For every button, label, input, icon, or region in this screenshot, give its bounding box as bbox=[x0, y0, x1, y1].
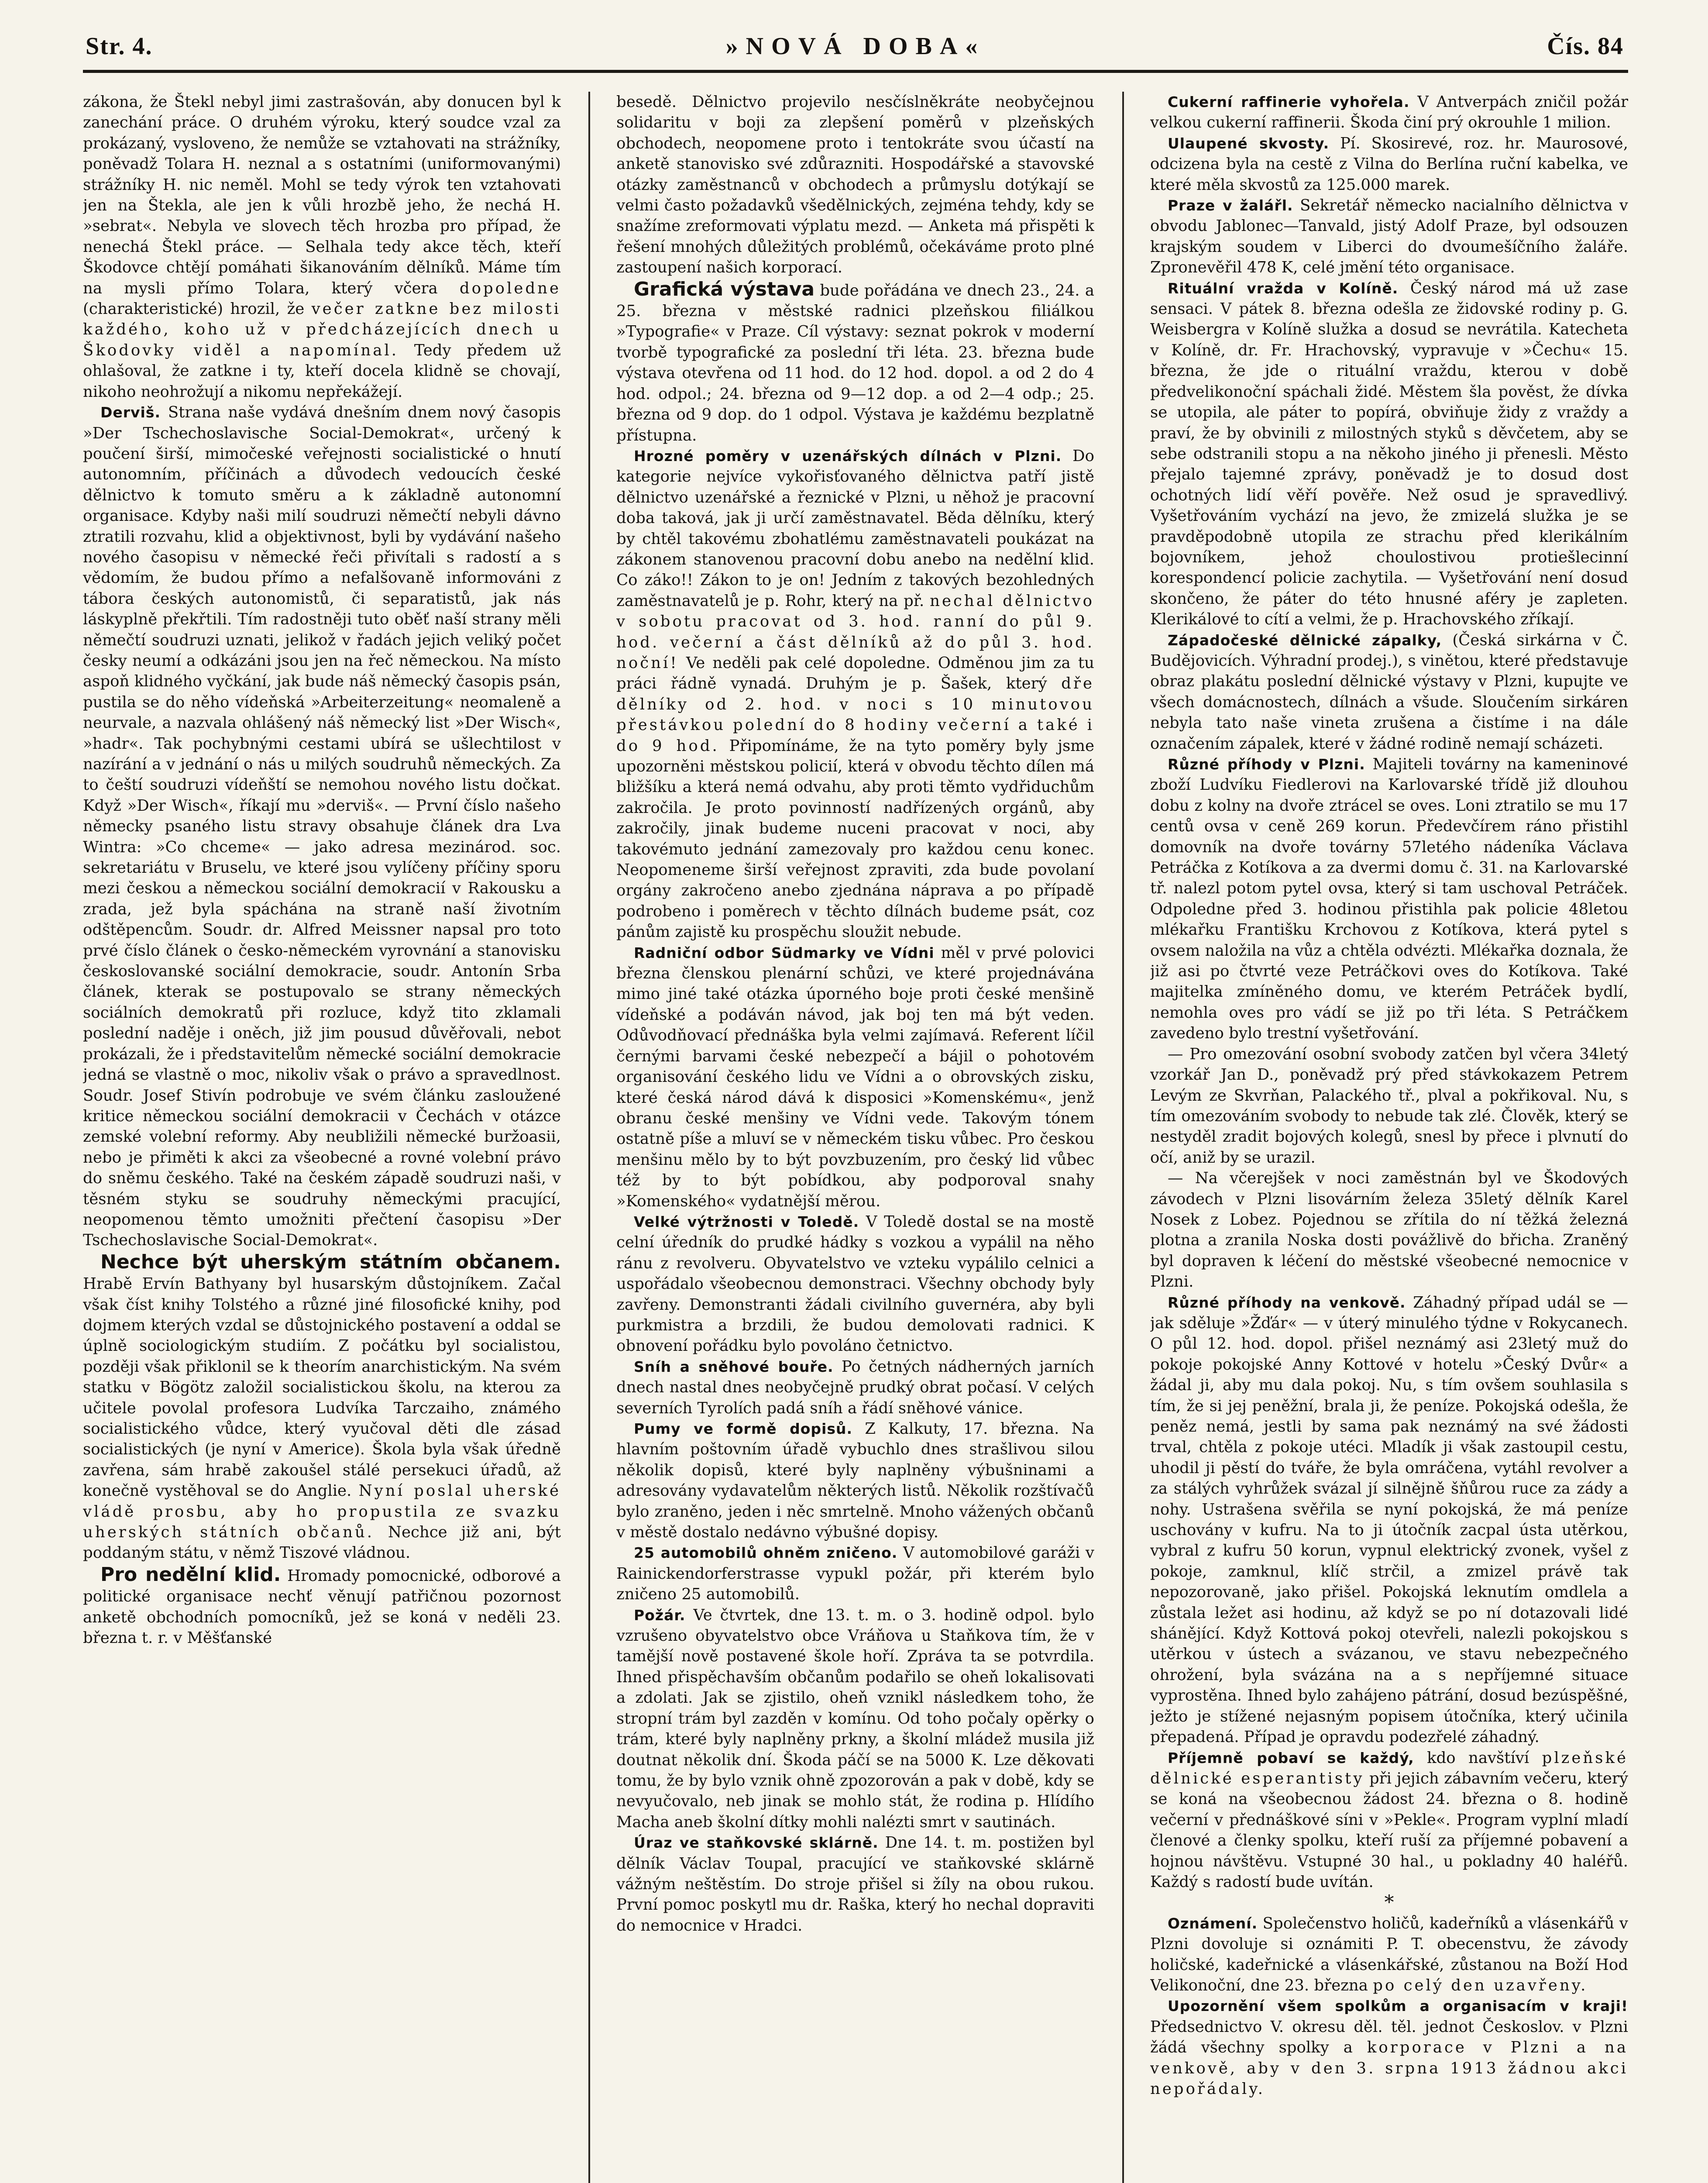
article-heading: Oznámení. bbox=[1168, 1914, 1258, 1932]
article-text: besedě. Dělnictvo projevilo nesčíslněkráte neobyčejnou solidaritu v boji za zlepšení poměrů v plzeňských obchodech, neopomene proto i tentokráte svou účastí na anketě stanovisko své zdůrazniti. Hospodářské a stavovské otázky zaměstnanců v obchodech a průmyslu dotýkají se velmi často požadavků všedělnických, zejména tehdy, kdy se snažíme zreformovati výplatu mezd. — Anketa má přispěti k řešení mnohých důležitých problémů, očekáváme proto plné zastoupení našich korporací. bbox=[616, 93, 1094, 277]
article-heading: 25 automobilů ohněm zničeno. bbox=[634, 1544, 898, 1562]
column-left bbox=[83, 92, 561, 2183]
article-text: Do kategorie nejvíce vykořisťovaného dělnictva patří jistě dělnictvo uzenářské a řeznické v Plzni, u něhož je pracovní doba taková, jak ji určí zaměstnavatel. Běda dělníku, který by chtěl takovému zbohatlému zaměstnavateli poukázat na zákonem stanovenou pracovní dobu anebo na nedělní klid. Co záko!! Zákon to je on! Jedním z takových bezohledných zaměstnavatelů je p. Rohr, který na př. bbox=[616, 447, 1094, 610]
article-heading: Grafická výstava bbox=[634, 278, 815, 300]
article-paragraph bbox=[1150, 278, 1628, 630]
spaced-text: dře dělníky od 2. hod. v noci s 10 minutovou přestávkou polední do 8 hodiny večerní a také i do 9 hod. bbox=[616, 675, 1094, 755]
newspaper-page bbox=[83, 26, 1628, 2183]
article-heading: Požár. bbox=[634, 1606, 686, 1624]
article-heading: Praze v žalářl. bbox=[1168, 197, 1293, 214]
article-heading: Ulaupené skvosty. bbox=[1168, 134, 1330, 152]
article-paragraph bbox=[616, 1212, 1094, 1357]
masthead: »NOVÁ DOBA« bbox=[725, 33, 986, 60]
column-divider bbox=[1122, 92, 1124, 2183]
article-heading: Pro nedělní klid. bbox=[100, 1563, 281, 1586]
spaced-text: nechal dělnictvo v sobotu pracovat od 3. hod. ranní do půl 9. hod. večerní a část dělníků až do půl 3. hod. noční! bbox=[616, 592, 1094, 672]
article-paragraph bbox=[1150, 1996, 1628, 2099]
spaced-text: dopoledne bbox=[459, 279, 561, 297]
spaced-text: Nyní poslal uherské vládě prosbu, aby ho propustila ze svazku uherských státních občanů. bbox=[83, 1482, 561, 1542]
article-text: Nechce již ani, být poddaným státu, v němž Tiszové vládnou. bbox=[83, 1523, 561, 1562]
article-paragraph bbox=[83, 92, 561, 402]
article-text: kdo navštíví bbox=[1427, 1749, 1529, 1767]
article-text: Majiteli továrny na kameninové zboží Ludvíku Fiedlerovi na Karlovarské třídě již dlouhou dobu z kolny na dvoře ztrácel se oves. Loni ztratilo se mu 17 centů ovsa v ceně 269 korun. Předevčírem ráno přistihl domovník na dvoře továrny 57letého nádeníka Václava Petráčka z Kotíkova a za dvermi domu č. 31. na Karlovarské tř. nalezl potom pytel ovsa, který si tam uschoval Petráček. Odpoledne před 3. hodinou přistihla pak policie 48letou mlékařku Františku Krchovou z Kotíkova, která pytel s ovsem naložila na vůz a chtěla odvézti. Mlékařka doznala, že již asi po čtvrté veze Petráčkovi oves do Kotíkova. Také majitelka zmíněného domu, ve kterém Petráček bydlí, nemohla oves pro vádí se již po tři léta. S Petráčkem zavedeno bylo trestní vyšetřování. bbox=[1150, 755, 1628, 1043]
article-text: Záhadný případ udál se — jak sděluje »Žďár« — v úterý minulého týdne v Rokycanech. O půl 12. hod. dopol. přišel neznámý asi 23letý muž do pokoje pokojské Anny Kottové v hotelu »Český Dvůr« a žádal ji, aby mu dala pokoj. Nu, s tím ovšem souhlasila s tím, že si jej peněžní, brala ji, že peníze. Pokojská odešla, že peněz nemá, jestli by sama pak neznámý na své žádosti trval, chtěla z pokoje utéci. Mladík ji však zastoupil cestu, uhodil ji pěstí do tváře, že byla omráčena, vytáhl revolver a za stálých vyhrůžek svázal jí silnějně šňůrou ruce za zády a nohy. Ustrašena svěřila se nyní pokojská, že má peníze uschovány v kufru. Na to ji útočník zacpal ústa utěrkou, vybral z kufru 50 korun, vypnul elektrický zvonek, vyšel z pokoje, zamknul, klíč strčil, a zmizel právě tak nepozorovaně, jako přišel. Pokojská leknutím omdlela a zůstala ležet asi hodinu, až když se po ní dotazovali lidé shánějící. Když Kottová pokoj otevřeli, nalezli pokojskou s utěrkou v ústech a svázanou, ve stavu nebezpečného ohrožení, byla svázána na a s nepříjemné situace vyprostěna. Ihned bylo zahájeno pátrání, dosud bezúspěšné, ježto je stížené nejasným popisem útočníka, který učinila přepadená. Případ je opravdu podezřelé záhadný. bbox=[1150, 1293, 1628, 1746]
article-text: Po četných nádherných jarních dnech nastal dnes neobyčejně prudký obrat počasí. V celých severních Tyrolích padá sníh a řádí sněhové vánice. bbox=[616, 1357, 1094, 1417]
article-text: Pí. Skosirevé, roz. hr. Maurosové, odcizena byla na cestě z Vilna do Berlína ruční kabelka, ve které měla skvostů za 125.000 marek. bbox=[1150, 134, 1628, 194]
article-heading: Hrozné poměry v uzenářských dílnách v Plzni. bbox=[634, 447, 1062, 465]
article-text: Předsednictvo V. okresu děl. těl. jednot Českoslov. v Plzni žádá všechny spolky a bbox=[1150, 2018, 1628, 2057]
article-text: (Česká sirkárna v Č. Budějovicích. Výhradní prodej.), s vinětou, které představuje obraz plakátu poslední dělnické výstavy v Plzni, kupujte ve všech domácnostech, dílnách a všude. Sloučením sirkáren nebyla tato naše vineta zrušena a čistíme i na dále označením zápalek, které v žádné rodině nemají scházeti. bbox=[1150, 631, 1628, 753]
article-paragraph bbox=[1150, 1292, 1628, 1748]
page-header bbox=[83, 26, 1628, 73]
article-heading: Sníh a sněhové bouře. bbox=[634, 1358, 834, 1375]
article-paragraph bbox=[616, 1357, 1094, 1419]
article-text: bude pořádána ve dnech 23., 24. a 25. března v městské radnici plzeňskou filiálkou »Typografie« v Praze. Cíl výstavy: seznat pokrok v moderní tvorbě typografické za poslední tři léta. 23. března bude výstava otevřena od 11 hod. do 12 hod. dopol. a od 2 do 4 hod. odpol.; 24. března od 9—12 dop. a od 2—4 odp.; 25. března od 9 dop. do 1 odpol. Výstava je každému bezplatně přístupna. bbox=[616, 281, 1094, 444]
article-text: Český národ má už zase sensaci. V pátek 8. března odešla ze židovské rodiny p. G. Weisbergra v Kolíně služka a dosud se nevrátila. Katecheta v Kolíně, dr. Fr. Hrachovský, vypravuje v »Čechu« 15. března, že jde o rituální vraždu, kterou v době předvelikonoční spáchali židé. Městem šla pověst, že dívka se utopila, ale páter to popírá, obviňuje židy z vraždy a praví, že by obvinili z milostných styků s děvčetem, aby se sebe odstranili stopu a na někoho jiného ji přenesli. Město přejalo tajemné zprávy, poněvadž je to dosud dost ochotných lidí věří pověře. Než osud je spravedlivý. Vyšetřováním vychází na jevo, že zmizelá služka je se pravděpodobně utopila ze strachu před klerikálním bojovníkem, jehož choulostivou protiešlecinní korespondencí policie zachytila. — Vyšetřování není dosud skončeno, že páter do této hnusné aféry je zapleten. Klerikálové to cítí a velmi, že p. Hrachovského zříkají. bbox=[1150, 279, 1628, 629]
article-text: zákona, že Štekl nebyl jimi zastrašován, aby donucen byl k zanechání práce. O druhém výroku, který soudce vzal za prokázaný, vysloveno, že nemůže se vztahovati na strážníky, poněvadž Tolara H. neznal a s ostatními (uniformovanými) strážníky H. nic neměl. Mohl se tedy výrok ten vztahovati jen na Štekla, ale jen k vůli hrozbě jeho, že nechá H. »sebrat«. Nebyla ve slovech těch hrozba pro případ, že nenechá Štekl práce. — Selhala tedy akce těch, kteří Škodovce chtějí pomáhati šikanováním dělníků. Máme tím na mysli přímo Tolara, který včera bbox=[83, 93, 561, 297]
article-text: Ve čtvrtek, dne 13. t. m. o 3. hodině odpol. bylo vzrušeno obyvatelstvo obce Vráňova u Staňkova tím, že v tamější nově postavené škole hoří. Zpráva ta se potvrdila. Ihned přispěchavším občanům podařilo se oheň lokalisovati a zdolati. Jak se zjistilo, oheň vznikl následkem toho, že stropní trám byl zazděn v komínu. Od toho počaly opěrky o trám, které byly naplněny prkny, a školní mládež musila již doutnat několik dní. Škoda páčí se na 5000 K. Lze děkovati tomu, že by bylo vznik ohně zpozorován a pak v době, kdy se nevyučovalo, neb jinak se mohlo stát, že rodina p. Hlídího Macha aneb školní dítky mohli nalézti smrt v sautinách. bbox=[616, 1606, 1094, 1831]
article-heading: Pumy ve formě dopisů. bbox=[634, 1420, 853, 1437]
article-heading: Nechce být uherským státním občanem. bbox=[100, 1250, 561, 1273]
article-text: — Na včerejšek v noci zaměstnán byl ve Škodových závodech v Plzni lisovárním železa 35letý dělník Karel Nosek z Lobez. Pojednou se zřítila do ní těžká železná plotna a zranila Noska dosti povážlivě do břicha. Zraněný byl dopraven k léčení do městské všeobecné nemocnice v Plzni. bbox=[1150, 1169, 1628, 1291]
article-text: Připomínáme, že na tyto poměry byly jsme upozorněni městskou policií, která v obvodu těchto dílen má bližšíku a která nemá odvahu, aby proti těmto vydřiduchům zakročila. Je proto povinností nadřízených orgánů, aby zakročily, jinak budeme nuceni pracovat v noci, aby takovémuto jednání zamezovaly pro každou cenu konec. Neopomeneme širší veřejnost zpraviti, zda bude povolaní orgány zakročeno anebo zjednána náprava a po případě podrobeno i poměrech v těchto dílnách budeme psát, coz pánům zajistě ku prospěchu sloužit nebude. bbox=[616, 737, 1094, 941]
spaced-text: korporace v Plzni a na venkově, aby v den 3. srpna 1913 žádnou akci nepořádaly. bbox=[1150, 2038, 1628, 2098]
article-paragraph bbox=[616, 1832, 1094, 1936]
article-paragraph bbox=[83, 1563, 561, 1649]
section-separator: * bbox=[1384, 1891, 1394, 1914]
article-text: Společenstvo holičů, kadeřníků a vlásenkářů v Plzni dovoluje si oznámiti P. T. obecenstvu, že závody holičské, kadeřnické a vlásenkářské, zůstanou na Boží Hod Velikonoční, dne 23. března bbox=[1150, 1914, 1628, 1994]
article-paragraph bbox=[616, 446, 1094, 943]
article-text: (charakteristické) hrozil, že bbox=[83, 300, 305, 318]
spaced-text: večer zatkne bez milosti každého, koho už v předcházejících dnech u Škodovky viděl a napomínal. bbox=[83, 300, 561, 359]
article-text: V automobilové garáži v Rainickendorferstrasse vypukl požár, při kterém bylo zničeno 25 automobilů. bbox=[616, 1544, 1094, 1604]
article-text: Hrabě Ervín Bathyany byl husarským důstojníkem. Začal však číst knihy Tolstého a různé jiné filosofické knihy, pod dojmem kterých vzdal se důstojnického postavení a oddal se úplně sociologickým studiím. Z počátku byl socialistou, později však přiklonil se k theorím anarchistickým. Na svém statku v Bögötz založil socialistickou školu, na kterou za učitele povolal profesora Ludvíka Tarczaiho, známého socialistického vůdce, který vyučoval děti dle zásad socialistických (je nyní v Americe). Škola byla však úředně zavřena, sám hrabě zakoušel stálé persekuci úřadů, až konečně vystěhoval se do Anglie. bbox=[83, 1275, 561, 1500]
spaced-text: plzeňské dělnické esperantisty bbox=[1150, 1749, 1628, 1787]
article-heading: Upozornění všem spolkům a organisacím v kraji! bbox=[1168, 1997, 1628, 2015]
article-heading: Různé příhody v Plzni. bbox=[1168, 756, 1365, 773]
article-text: při jejich zábavním večeru, který se koná na všeobecnou žádost 24. března o 8. hodině večerní v přednáškové síni v »Pekle«. Program vyplní mladí členové a členky spolku, kteří ruší za příjemné pobavení a hojnou návštěvu. Vstupné 30 hal., u pokladny 40 haléřů. Každý s radostí bude uvítán. bbox=[1150, 1769, 1628, 1891]
article-heading: Západočeské dělnické zápalky, bbox=[1168, 631, 1442, 649]
article-paragraph bbox=[616, 92, 1094, 278]
article-text: měl v prvé polovici března členskou plenární schůzi, ve které projednávána mimo jiné také otázka úporného boje proti české menšině vídeňské a podáván návod, jak boj ten má být veden. Odůvodňovací přednáška byla velmi zajímavá. Referent líčil černými barvami české nebezpečí a bájil o pohotovém organisování českého lidu ve Vídni a o obrovských zisku, které česká národ dává k disposici »Komenskému«, jenž obranu české menšiny ve Vídni vede. Takovým tónem ostatně píše a mluví se v německém tisku vůbec. Pro českou menšinu mělo by to být povzbuzením, pro český lid vůbec též by to být pobídkou, aby podporoval snahy »Komenského« vydatnější měrou. bbox=[616, 943, 1094, 1210]
article-heading: Různé příhody na venkově. bbox=[1168, 1294, 1406, 1311]
article-paragraph bbox=[1150, 1168, 1628, 1292]
article-text: Z Kalkuty, 17. března. Na hlavním poštovním úřadě vybuchlo dnes strašlivou silou několik dopisů, které byly naplněny výbušninami a adresovány vydavatelům některých listů. Několik rozštívačů bylo zraněno, jeden i něc smrtelně. Mnoho vážených občanů v městě dostalo nedávno výbušné dopisy. bbox=[616, 1420, 1094, 1542]
article-heading: Úraz ve staňkovské sklárně. bbox=[634, 1834, 879, 1852]
article-paragraph bbox=[83, 1251, 561, 1563]
article-paragraph bbox=[616, 278, 1094, 446]
article-text: Strana naše vydává dnešním dnem nový časopis »Der Tschechoslavische Social-Demokrat«, určený k poučení širší, mimočeské veřejnosti socialistické o hnutí autonomním, příčinách a důvodech vedoucích české dělnictvo k tomuto směru a k základně autonomní organisace. Kdyby naši milí soudruzi němečtí nebyli dávno ztratili rozvahu, klid a objektivnost, byli by vydávání našeho nového časopisu v německé řeči přivítali s radostí a s vědomím, že budou přímo a nefalšovaně informováni z tábora českých autonomistů, či separatistů, jak nás láskyplně překřtili. Tím radostněji tuto oběť naší strany měli němečtí soudruzi uznati, jelikož v řadách jejich veliký počet česky neumí a odkázáni jsou jen na řeč německou. Na místo aspoň klidného vyčkání, jak bude náš německý časopis psán, pustila se do něho vídeňská »Arbeiterzeitung« neomaleně a neurvale, a nazvala ohlášený náš německý list »Der Wisch«, »hadr«. Tak pochybnými cestami ubírá se ušlechtilost v nazírání a v jednání o nás u milých soudruhů německých. Za to čeští soudruzi vídeňští se nemohou nového listu dočkat. Když »Der Wisch«, říkají mu »derviš«. — První číslo našeho německy psaného listu stravy obsahuje článek dra Lva Wintra: »Co chceme« — jako adresa mezinárod. soc. sekretariátu v Bruselu, ve které jsou vylíčeny příčiny sporu mezi českou a německou sociální demokracií v Rakousku a zrada, jež byla spáchána na straně naší životním odštěpencům. Soudr. dr. Alfred Meissner napsal pro toto prvé číslo článek o česko-německém vyrovnání a stanovisku českoslovanské sociální demokracie, soudr. Antonín Srba článek, kterak se postupovalo se strany německých sociálních demokratů při rozluce, když tito zklamali poslední naděje i oněch, již jim pousud důvěřovali, nebot prokázali, že i představitelům německé sociální demokracie jedná se vlastně o moc, nikoliv však o právo a spravedlnost. Soudr. Josef Stivín podrobuje ve svém článku zasloužené kritice německou sociální demokracii v Čechách v otázce zemské volební reformy. Aby neubližili německé buržoasii, nebo je přiměti k akci za všeobecné a rovné volební právo do sněmu českého. Také na českém západě soudruzi naši, v těsném styku se soudruhy německými pracující, neopomenou těmto umožniti přečtení časopisu »Der Tschechoslavische Social-Demokrat«. bbox=[83, 403, 561, 1250]
article-text: Hromady pomocnické, odborové a politické organisace nechť věnují patřičnou pozornost anketě obchodních pomocníků, jež se koná v neděli 23. března t. r. v Měšťanské bbox=[83, 1567, 561, 1647]
article-paragraph bbox=[1150, 754, 1628, 1044]
column-divider bbox=[588, 92, 590, 2183]
column-right bbox=[1150, 92, 1628, 2183]
article-paragraph bbox=[616, 943, 1094, 1212]
article-text: Dne 14. t. m. postižen byl dělník Václav Toupal, pracující ve staňkovské sklárně vážným neštěstím. Do stroje přišel si žíly na obou rukou. První pomoc poskytl mu dr. Raška, který ho nechal dopraviti do nemocnice v Hradci. bbox=[616, 1834, 1094, 1935]
article-paragraph bbox=[1150, 133, 1628, 195]
article-paragraph bbox=[616, 1543, 1094, 1605]
article-paragraph bbox=[616, 1605, 1094, 1832]
article-heading: Cukerní raffinerie vyhořela. bbox=[1168, 93, 1410, 110]
article-text: — Pro omezování osobní svobody zatčen byl včera 34letý vzorkář Jan D., poněvadž prý před stávkokazem Petrem Levým ze Skvrňan, Palackého tř., plval a pokřikoval. Nu, s tím omezováním svobody to nebude tak zlé. Člověk, který se nestyděl zradit bojových kolegů, snesl by přece i plvnutí do očí, aniž by se urazil. bbox=[1150, 1045, 1628, 1167]
issue-number: Čís. 84 bbox=[1547, 33, 1624, 60]
article-paragraph bbox=[1150, 92, 1628, 133]
article-paragraph bbox=[1150, 630, 1628, 754]
column-middle bbox=[616, 92, 1094, 2183]
article-paragraph bbox=[616, 1419, 1094, 1543]
spaced-text: po celý den uzavřeny. bbox=[1373, 1976, 1588, 1994]
article-paragraph bbox=[83, 402, 561, 1251]
article-text: V Toledě dostal se na mostě celní úředník do prudké hádky s vozkou a vypálil na něho ránu z revolveru. Obyvatelstvo ve vzteku vypálilo celnici a uspořádalo všeobecnou demonstraci. Všechny obchody byly zavřeny. Demonstranti žádali civilního guvernéra, aby byli purkmistra a brzdili, že budou demolovati radnici. K obnovení pořádku bylo povoláno četnictvo. bbox=[616, 1212, 1094, 1355]
article-paragraph bbox=[1150, 1913, 1628, 1996]
article-heading: Velké výtržnosti v Toledě. bbox=[634, 1213, 859, 1230]
article-text: V Antverpách zničil požár velkou cukerní raffinerii. Škoda činí prý okrouhle 1 milion. bbox=[1150, 93, 1628, 132]
article-paragraph bbox=[1150, 195, 1628, 278]
article-text: Tedy předem už ohlašoval, že zatkne i ty, kteří docela klidně se chovají, nikoho neohrožují a nikomu nepřekážejí. bbox=[83, 341, 561, 401]
article-paragraph bbox=[1150, 1748, 1628, 1893]
article-text: Ve neděli pak celé dopoledne. Odměnou jim za tu práci řádně vynadá. Druhým je p. Šašek, který bbox=[616, 654, 1094, 693]
article-paragraph bbox=[1150, 1044, 1628, 1168]
article-text: Sekretář německo nacialního dělnictva v obvodu Jablonec—Tanvald, jistý Adolf Praze, byl odsouzen krajským soudem v Liberci do dvoumešíčního žaláře. Zpronevěřil 478 K, celé jmění této organisace. bbox=[1150, 196, 1628, 277]
article-heading: Derviš. bbox=[100, 404, 161, 421]
article-heading: Příjemně pobaví se každý, bbox=[1168, 1749, 1414, 1766]
page-number: Str. 4. bbox=[86, 33, 153, 60]
article-heading: Rituální vražda v Kolíně. bbox=[1168, 279, 1399, 297]
article-heading: Radniční odbor Südmarky ve Vídni bbox=[634, 944, 935, 961]
